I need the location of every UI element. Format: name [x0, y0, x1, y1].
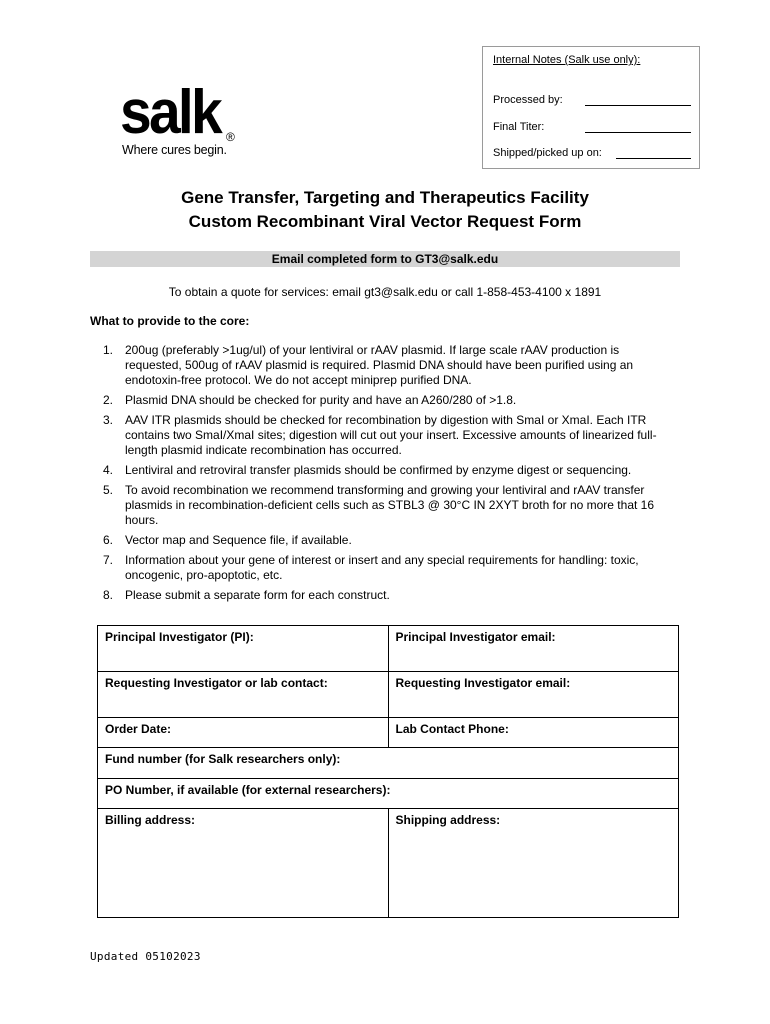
- requesting-email-label: Requesting Investigator email:: [395, 676, 571, 690]
- processed-by-label: Processed by:: [493, 94, 563, 106]
- processed-by-line[interactable]: [585, 105, 691, 106]
- order-date-field[interactable]: [98, 718, 389, 748]
- list-item: 3. AAV ITR plasmids should be checked for recombination by digestion with SmaI or XmaI. Each ITR contains two SmaI/XmaI sites; digestion will cut out your insert. Excessive amounts of linearized full-length plasmid indicate recombination has occurred.: [103, 413, 657, 457]
- po-number-field[interactable]: [98, 779, 679, 809]
- pi-email-field[interactable]: [388, 626, 679, 672]
- list-item: 7. Information about your gene of interest or insert and any special requirements for handling: toxic, oncogenic, pro-apoptotic, etc.: [103, 553, 639, 582]
- internal-notes-box: [482, 46, 700, 169]
- po-number-label: PO Number, if available (for external researchers):: [105, 783, 391, 797]
- quote-info: To obtain a quote for services: email gt3@salk.edu or call 1-858-453-4100 x 1891: [168, 285, 602, 299]
- pi-label: Principal Investigator (PI):: [105, 630, 254, 644]
- shipping-address-field[interactable]: [388, 809, 679, 918]
- shipped-line[interactable]: [616, 158, 691, 159]
- email-banner: Email completed form to GT3@salk.edu: [90, 251, 680, 267]
- shipping-address-label: Shipping address:: [395, 813, 501, 827]
- requirements-list: [103, 343, 673, 608]
- pi-email-label: Principal Investigator email:: [395, 630, 556, 644]
- list-item: 4. Lentiviral and retroviral transfer plasmids should be confirmed by enzyme digest or sequencing.: [103, 463, 632, 477]
- billing-address-label: Billing address:: [105, 813, 196, 827]
- lab-phone-field[interactable]: [388, 718, 679, 748]
- salk-logo-word: salk: [120, 78, 220, 147]
- requesting-email-field[interactable]: [388, 672, 679, 718]
- shipped-label: Shipped/picked up on:: [493, 147, 602, 159]
- list-item: 5. To avoid recombination we recommend transforming and growing your lentiviral and rAAV transfer plasmids in recombination-deficient cells such as STBL3 @ 30°C IN 2XYT broth for no more that 16 hours.: [103, 483, 655, 527]
- list-item: 1. 200ug (preferably >1ug/ul) of your lentiviral or rAAV plasmid. If large scale rAAV production is requested, 500ug of rAAV plasmid is required. Plasmid DNA should have been purified using an endotoxin-free protocol. We do not accept miniprep purified DNA.: [103, 343, 634, 387]
- request-form-table: [97, 625, 679, 918]
- requesting-investigator-label: Requesting Investigator or lab contact:: [105, 676, 328, 690]
- provide-heading: What to provide to the core:: [90, 314, 250, 328]
- pi-field[interactable]: [98, 626, 389, 672]
- form-title: Custom Recombinant Viral Vector Request Form: [188, 212, 582, 231]
- updated-date: Updated 05102023: [90, 950, 201, 963]
- registered-mark: ®: [226, 130, 235, 144]
- list-item: 6. Vector map and Sequence file, if available.: [103, 533, 352, 547]
- facility-title: Gene Transfer, Targeting and Therapeutics Facility: [181, 188, 589, 207]
- final-titer-label: Final Titer:: [493, 121, 545, 133]
- final-titer-line[interactable]: [585, 132, 691, 133]
- logo-tagline: Where cures begin.: [122, 143, 227, 157]
- billing-address-field[interactable]: [98, 809, 389, 918]
- fund-number-field[interactable]: [98, 748, 679, 779]
- fund-number-label: Fund number (for Salk researchers only):: [105, 752, 341, 766]
- lab-phone-label: Lab Contact Phone:: [395, 722, 509, 736]
- list-item: 2. Plasmid DNA should be checked for purity and have an A260/280 of >1.8.: [103, 393, 517, 407]
- list-item: 8. Please submit a separate form for each construct.: [103, 588, 390, 602]
- notes-heading: Internal Notes (Salk use only):: [493, 54, 641, 66]
- order-date-label: Order Date:: [105, 722, 172, 736]
- requesting-investigator-field[interactable]: [98, 672, 389, 718]
